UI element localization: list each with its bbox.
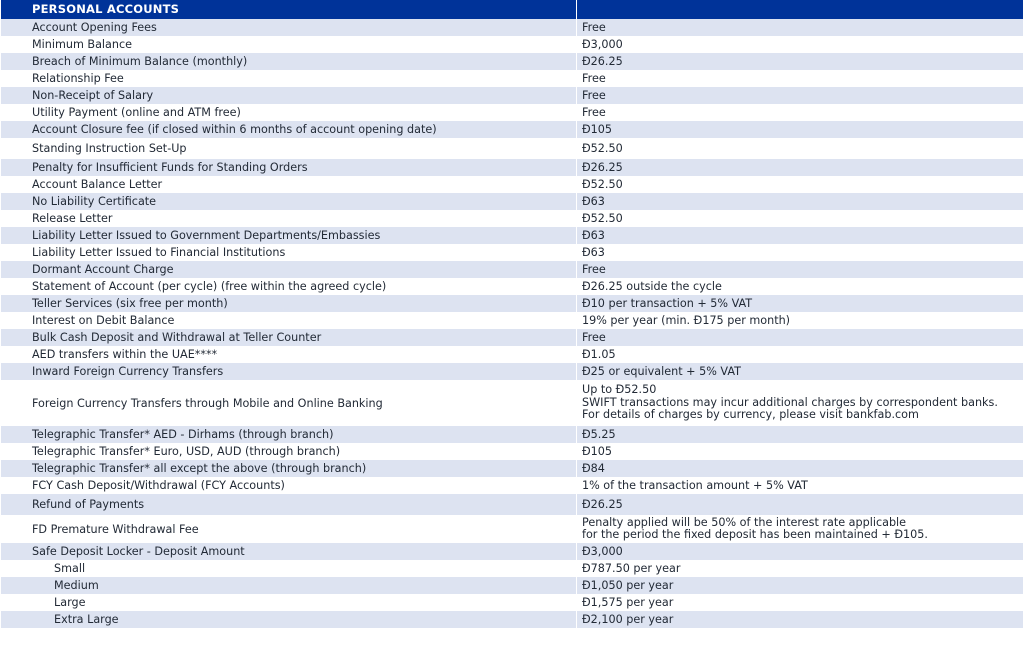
fee-value: Đ25 or equivalent + 5% VAT	[577, 363, 1024, 380]
fee-label: Account Balance Letter	[1, 176, 577, 193]
table-row	[1, 193, 1023, 210]
fee-value: Free	[577, 70, 1024, 87]
fee-value: Đ1.05	[577, 346, 1024, 363]
table-row	[1, 577, 1023, 594]
section-title: PERSONAL ACCOUNTS	[1, 0, 577, 19]
table-row	[1, 261, 1023, 278]
fee-value-line: SWIFT transactions may incur additional charges by correspondent banks.	[582, 395, 998, 409]
fee-value: Đ5.25	[577, 426, 1024, 443]
fee-value: 19% per year (min. Đ175 per month)	[577, 312, 1024, 329]
table-row	[1, 312, 1023, 329]
fee-value: Đ1,050 per year	[577, 577, 1024, 594]
table-row	[1, 104, 1023, 121]
fee-label: AED transfers within the UAE****	[1, 346, 577, 363]
fee-label: FD Premature Withdrawal Fee	[1, 515, 577, 543]
personal-accounts-fee-table	[1, 0, 1023, 628]
fee-value: 1% of the transaction amount + 5% VAT	[577, 477, 1024, 494]
fee-value: Free	[577, 19, 1024, 36]
fee-value: Đ26.25	[577, 53, 1024, 70]
table-row	[1, 244, 1023, 261]
fee-value: Đ105	[577, 443, 1024, 460]
table-row	[1, 36, 1023, 53]
fee-label: Breach of Minimum Balance (monthly)	[1, 53, 577, 70]
fee-value: Đ10 per transaction + 5% VAT	[577, 295, 1024, 312]
fee-label: Bulk Cash Deposit and Withdrawal at Teller Counter	[1, 329, 577, 346]
fee-value: Đ84	[577, 460, 1024, 477]
table-row	[1, 460, 1023, 477]
table-row	[1, 159, 1023, 176]
fee-label: Safe Deposit Locker - Deposit Amount	[1, 543, 577, 560]
fee-value: Đ52.50	[577, 176, 1024, 193]
fee-value	[577, 380, 1024, 426]
fee-value: Đ3,000	[577, 543, 1024, 560]
table-row	[1, 227, 1023, 244]
fee-label: Telegraphic Transfer* AED - Dirhams (through branch)	[1, 426, 577, 443]
fee-value: Đ1,575 per year	[577, 594, 1024, 611]
table-row	[1, 210, 1023, 227]
fee-label: Utility Payment (online and ATM free)	[1, 104, 577, 121]
table-row	[1, 426, 1023, 443]
fee-value: Đ3,000	[577, 36, 1024, 53]
table-row	[1, 176, 1023, 193]
fee-label: Account Opening Fees	[1, 19, 577, 36]
table-row	[1, 138, 1023, 159]
table-row	[1, 594, 1023, 611]
table-row	[1, 53, 1023, 70]
fee-label: Teller Services (six free per month)	[1, 295, 577, 312]
fee-label: FCY Cash Deposit/Withdrawal (FCY Accounts)	[1, 477, 577, 494]
table-row	[1, 515, 1023, 543]
fee-value-line: Up to Đ52.50	[582, 383, 657, 397]
fee-label: Telegraphic Transfer* all except the above (through branch)	[1, 460, 577, 477]
fee-label: Interest on Debit Balance	[1, 312, 577, 329]
fee-label: Standing Instruction Set-Up	[1, 138, 577, 159]
fee-label: Small	[1, 560, 577, 577]
table-row	[1, 443, 1023, 460]
fee-label: Telegraphic Transfer* Euro, USD, AUD (through branch)	[1, 443, 577, 460]
fee-value: Đ63	[577, 244, 1024, 261]
table-row	[1, 560, 1023, 577]
fee-value-line: For details of charges by currency, please visit bankfab.com	[582, 408, 919, 422]
table-row	[1, 329, 1023, 346]
fee-label: Relationship Fee	[1, 70, 577, 87]
table-row	[1, 295, 1023, 312]
fee-label: Liability Letter Issued to Government Departments/Embassies	[1, 227, 577, 244]
table-row	[1, 87, 1023, 104]
table-row	[1, 70, 1023, 87]
fee-value: Đ63	[577, 193, 1024, 210]
table-row	[1, 121, 1023, 138]
fee-value: Đ52.50	[577, 210, 1024, 227]
fee-value: Free	[577, 261, 1024, 278]
table-row	[1, 494, 1023, 515]
table-row	[1, 19, 1023, 36]
fee-label: Account Closure fee (if closed within 6 months of account opening date)	[1, 121, 577, 138]
table-row	[1, 477, 1023, 494]
fee-label: Minimum Balance	[1, 36, 577, 53]
fee-label: Extra Large	[1, 611, 577, 628]
fee-label: Inward Foreign Currency Transfers	[1, 363, 577, 380]
fee-label: Large	[1, 594, 577, 611]
fee-label: Statement of Account (per cycle) (free within the agreed cycle)	[1, 278, 577, 295]
fee-label: Release Letter	[1, 210, 577, 227]
fee-value: Đ787.50 per year	[577, 560, 1024, 577]
table-row	[1, 363, 1023, 380]
fee-label: Dormant Account Charge	[1, 261, 577, 278]
fee-value: Đ2,100 per year	[577, 611, 1024, 628]
table-header-row	[1, 0, 1023, 19]
table-row	[1, 543, 1023, 560]
fee-value: Đ26.25	[577, 159, 1024, 176]
fee-value: Free	[577, 329, 1024, 346]
table-row	[1, 346, 1023, 363]
table-row	[1, 278, 1023, 295]
header-blank-cell	[577, 0, 1024, 19]
table-row	[1, 611, 1023, 628]
fee-value: Đ63	[577, 227, 1024, 244]
fee-value: Đ52.50	[577, 138, 1024, 159]
fee-value-line: Penalty applied will be 50% of the interest rate applicable	[582, 515, 907, 529]
table-row	[1, 380, 1023, 426]
fee-value: Đ26.25 outside the cycle	[577, 278, 1024, 295]
fee-label: No Liability Certificate	[1, 193, 577, 210]
fee-label: Penalty for Insufficient Funds for Standing Orders	[1, 159, 577, 176]
fee-label: Liability Letter Issued to Financial Institutions	[1, 244, 577, 261]
fee-value-line: for the period the fixed deposit has been maintained + Đ105.	[582, 528, 928, 541]
fee-value	[577, 515, 1024, 543]
fee-label: Foreign Currency Transfers through Mobile and Online Banking	[1, 380, 577, 426]
fee-label: Refund of Payments	[1, 494, 577, 515]
fee-label: Medium	[1, 577, 577, 594]
fee-value: Đ26.25	[577, 494, 1024, 515]
fee-value: Free	[577, 104, 1024, 121]
fee-value: Free	[577, 87, 1024, 104]
fee-value: Đ105	[577, 121, 1024, 138]
fee-label: Non-Receipt of Salary	[1, 87, 577, 104]
